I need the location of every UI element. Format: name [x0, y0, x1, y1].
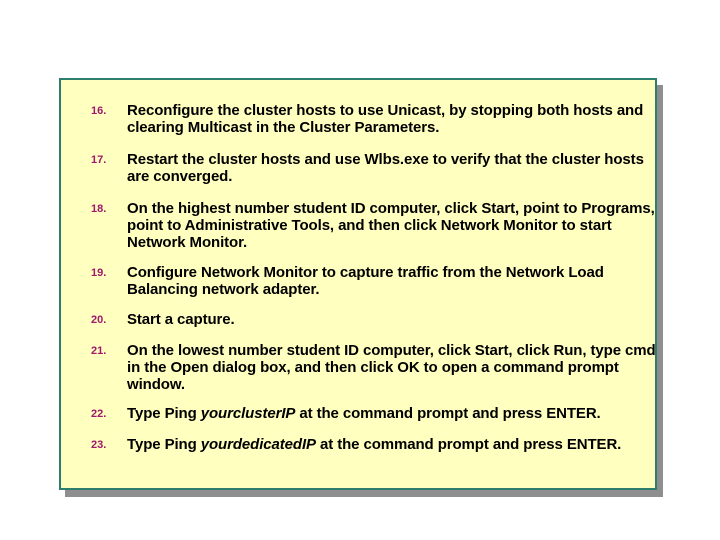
step-text-before: Type Ping [127, 405, 201, 422]
step-text: Reconfigure the cluster hosts to use Unicast, by stopping both hosts and clearing Multicast in the Cluster Parameters. [127, 102, 644, 136]
step-number: 16. [91, 105, 107, 117]
step-text-after: at the command prompt and press ENTER. [295, 405, 601, 422]
step-number: 19. [91, 267, 107, 279]
step-number: 22. [91, 408, 107, 420]
step-text: Restart the cluster hosts and use Wlbs.exe to verify that the cluster hosts are converged. [127, 151, 644, 185]
steps-panel [59, 78, 657, 490]
step-text [127, 436, 657, 453]
step-text: Configure Network Monitor to capture traffic from the Network Load Balancing network adapter. [127, 264, 604, 298]
step-number: 18. [91, 203, 107, 215]
cluster-ip-placeholder: yourclusterIP [200, 405, 296, 422]
step-number: 20. [91, 314, 107, 326]
step-text [127, 405, 657, 422]
step-text-before: Type Ping [127, 436, 201, 453]
step-text: On the lowest number student ID computer, click Start, click Run, type cmd in the Open dialog box, and then click OK to open a command prompt window. [127, 342, 656, 393]
step-number: 21. [91, 345, 107, 357]
step-text-after: at the command prompt and press ENTER. [315, 436, 622, 453]
step-number: 17. [91, 154, 107, 166]
step-text: Start a capture. [127, 311, 235, 328]
dedicated-ip-placeholder: yourdedicatedIP [200, 436, 316, 453]
step-number: 23. [91, 439, 107, 451]
step-text: On the highest number student ID computer, click Start, point to Programs, point to Administrative Tools, and then click Network Monitor to start Network Monitor. [127, 200, 655, 251]
